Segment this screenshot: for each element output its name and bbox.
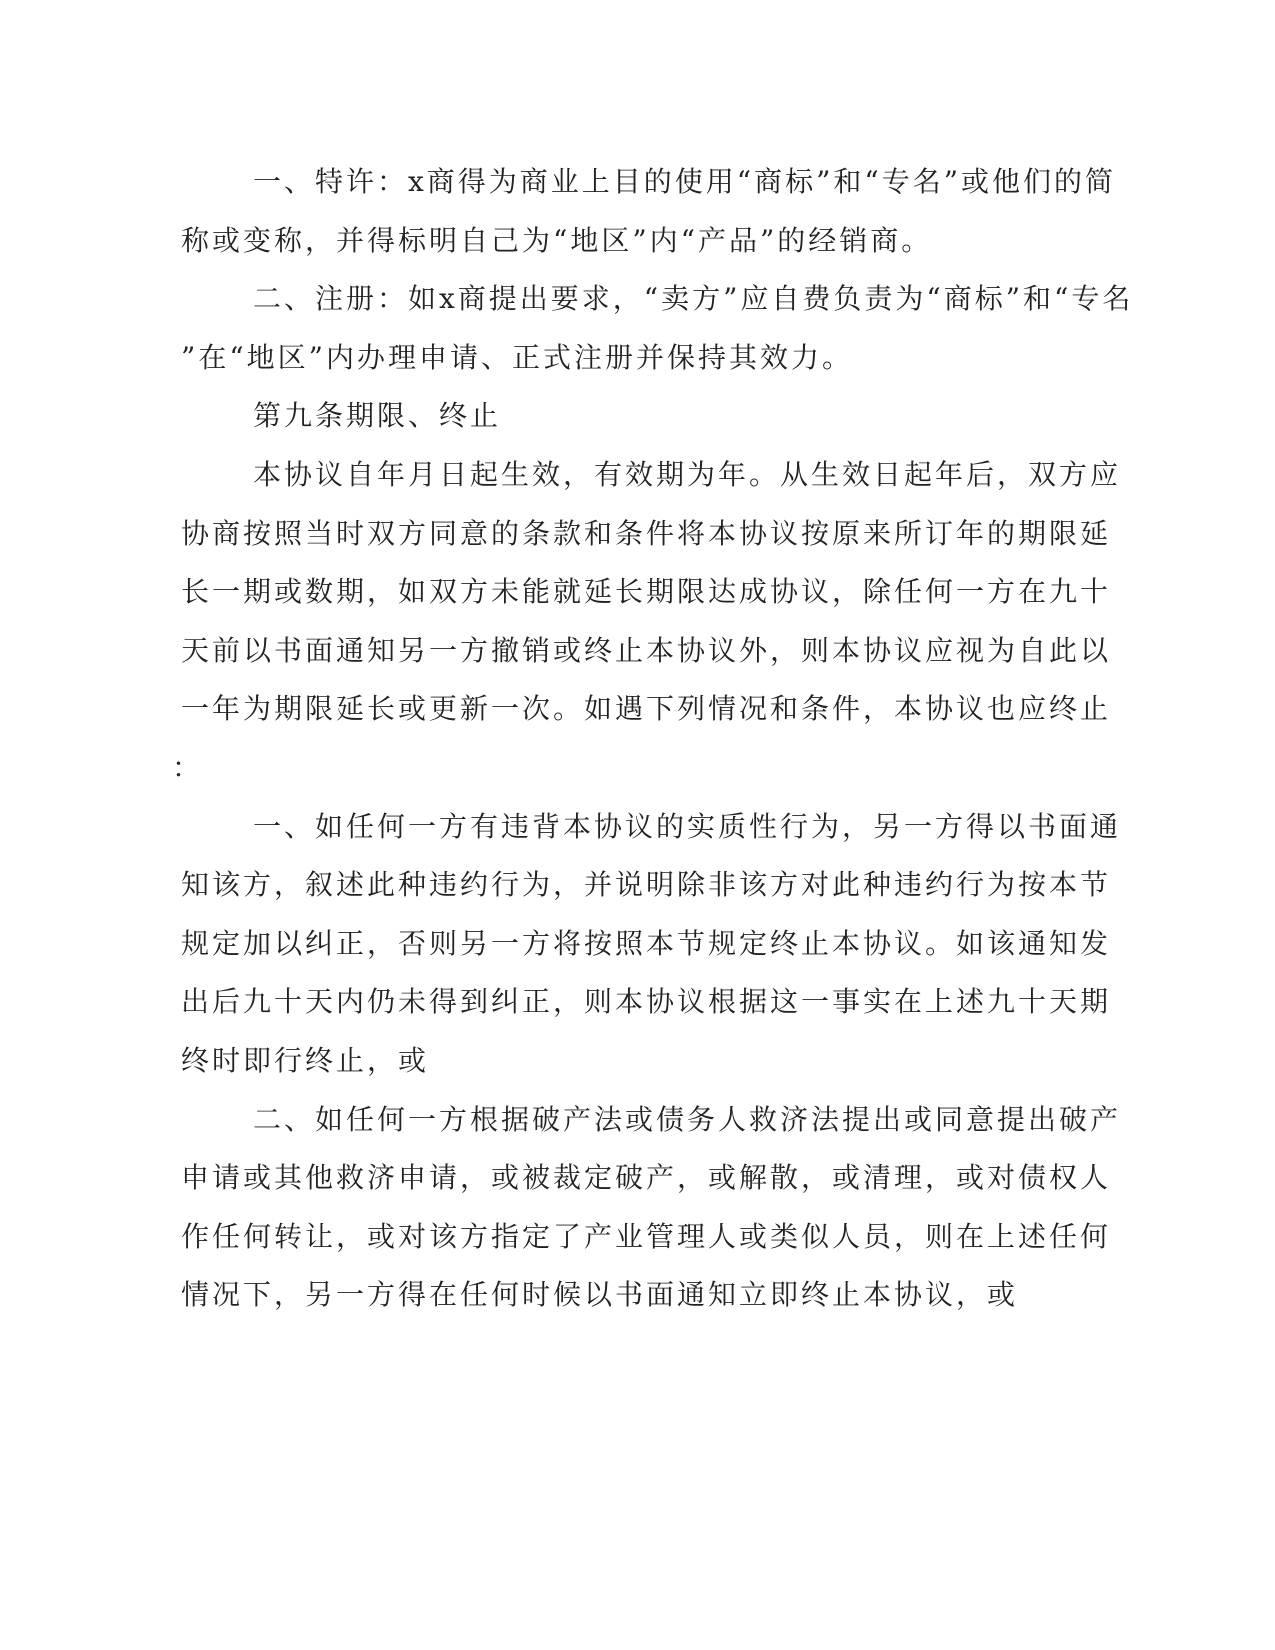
text-line: 称或变称，并得标明自己为“地区”内“产品”的经销商。 xyxy=(181,224,933,257)
text-line: 二、如任何一方根据破产法或债务人救济法提出或同意提出破产 xyxy=(253,1103,1122,1136)
text-line: 一年为期限延长或更新一次。如遇下列情况和条件，本协议也应终止 xyxy=(181,692,1112,725)
text-line: 一、特许：x商得为商业上目的使用“商标”和“专名”或他们的简 xyxy=(253,165,1117,198)
text-line: 出后九十天内仍未得到纠正，则本协议根据这一事实在上述九十天期 xyxy=(181,985,1112,1018)
text-line: 协商按照当时双方同意的条款和条件将本协议按原来所订年的期限延 xyxy=(181,517,1112,550)
text-line: 终时即行终止，或 xyxy=(181,1044,430,1077)
section-heading: 第九条期限、终止 xyxy=(253,399,502,432)
text-line: 本协议自年月日起生效，有效期为年。从生效日起年后，双方应 xyxy=(253,458,1122,491)
text-line: 二、注册：如x商提出要求，“卖方”应自费负责为“商标”和“专名 xyxy=(253,282,1134,315)
text-line: 作任何转让，或对该方指定了产业管理人或类似人员，则在上述任何 xyxy=(181,1220,1112,1253)
text-line: 规定加以纠正，否则另一方将按照本节规定终止本协议。如该通知发 xyxy=(181,927,1112,960)
text-line: 一、如任何一方有违背本协议的实质性行为，另一方得以书面通 xyxy=(253,810,1122,843)
text-line: 申请或其他救济申请，或被裁定破产，或解散，或清理，或对债权人 xyxy=(181,1161,1112,1194)
text-line: 情况下，另一方得在任何时候以书面通知立即终止本协议，或 xyxy=(181,1278,1019,1311)
text-line: 知该方，叙述此种违约行为，并说明除非该方对此种违约行为按本节 xyxy=(181,868,1112,901)
text-line: 天前以书面通知另一方撤销或终止本协议外，则本协议应视为自此以 xyxy=(181,634,1112,667)
text-line: 长一期或数期，如双方未能就延长期限达成协议，除任何一方在九十 xyxy=(181,575,1112,608)
text-line: ”在“地区”内办理申请、正式注册并保持其效力。 xyxy=(181,341,853,374)
text-line: ： xyxy=(172,751,204,784)
